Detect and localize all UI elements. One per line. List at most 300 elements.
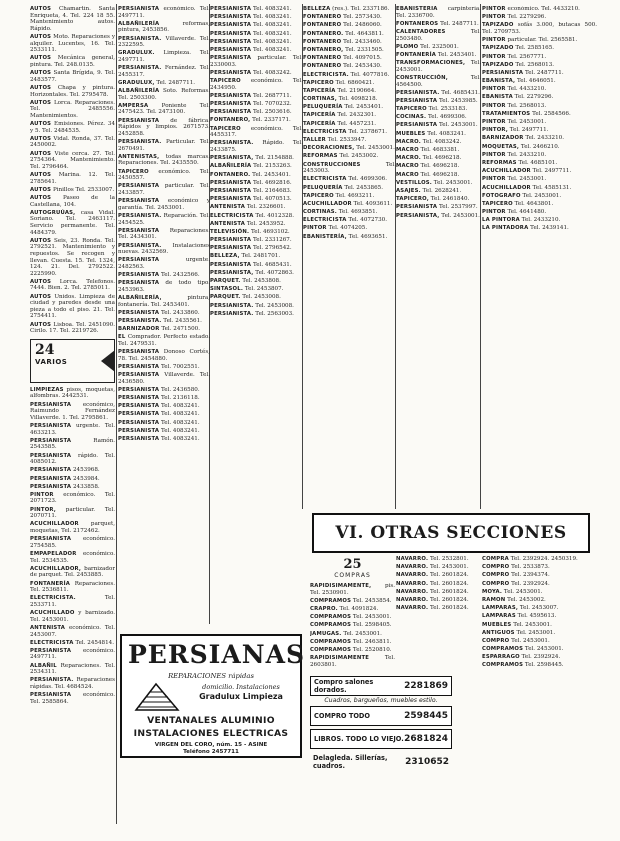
classified-heading: LIMPIEZAS <box>30 386 64 393</box>
classified-text: Tel. 4091824. <box>339 605 379 612</box>
classified-heading: RAPIDISIMAMENTE, <box>310 583 372 589</box>
ad-line: INSTALACIONES ELECTRICAS <box>133 728 289 739</box>
classified-entry <box>482 209 597 216</box>
classified-heading: PERSIANISTA, <box>210 155 254 162</box>
classified-text: Viste cerca. 27. Tel. 2754364. Mantenimiento. Tel. 2796464. <box>30 150 115 170</box>
classified-text: Marina. 12. Tel. 2785641. <box>30 172 115 185</box>
classified-text: Tel. 2532801. <box>429 556 469 562</box>
classified-entry <box>210 140 303 153</box>
classified-text: urgente. Tel. 4633213. <box>30 422 115 436</box>
classified-text: Tel. 2497711. <box>509 127 549 134</box>
classified-entry <box>303 185 396 192</box>
classified-entry <box>482 556 597 563</box>
classified-heading: COMPRO <box>482 564 510 571</box>
classified-text: Tel. 2601824. <box>429 572 469 579</box>
classified-text: Tel. 4696218. <box>422 155 462 162</box>
classified-text: Tel. 2453001. <box>433 179 473 186</box>
classified-heading: PERSIANISTA <box>396 122 438 129</box>
classified-text: Tel. 4083241. <box>427 130 466 137</box>
classified-text: Tel. 2537997. <box>438 204 478 211</box>
classified-entry <box>396 106 481 113</box>
classified-text: Tel. 2453001. <box>356 145 395 152</box>
classified-text: Limpieza. Tel. 2497711. <box>118 50 210 63</box>
classified-text: Tel. 4685431. <box>441 89 480 96</box>
classified-entry <box>118 36 210 49</box>
classified-text: Tel. 2598405. <box>352 622 392 629</box>
classified-text: Tel. 4083241. <box>252 22 292 29</box>
classified-entry <box>482 622 597 629</box>
classified-text: Tel. 2453808. <box>242 278 281 284</box>
classified-entry <box>396 75 481 88</box>
classified-heading: ACUCHILLADOR <box>303 200 352 207</box>
classified-entry <box>210 245 303 252</box>
classified-heading: AUTOS <box>30 99 52 106</box>
classified-text: Tel. 2164683. <box>252 187 292 194</box>
classified-entry <box>303 72 396 79</box>
classified-heading: PINTOR, <box>482 127 508 134</box>
classified-heading: CORTINAS. <box>303 209 337 216</box>
classified-entry <box>482 103 597 110</box>
classified-entry <box>118 139 210 152</box>
classified-entry <box>482 78 597 85</box>
classified-text: Tel. 2435561. <box>163 318 202 324</box>
classified-entry <box>118 411 210 418</box>
classified-entry <box>118 403 210 410</box>
classified-heading: GRADULUX, <box>118 79 155 86</box>
classified-entry <box>482 185 597 192</box>
classified-text: Tel. 2687711. <box>252 92 292 99</box>
classified-entry <box>396 196 481 203</box>
classified-entry <box>310 647 395 654</box>
classified-entry <box>396 172 481 179</box>
classified-text: Tel. 4083241. <box>252 46 292 53</box>
classified-heading: COMPRA <box>482 556 509 562</box>
classified-heading: BARNIZADOR <box>118 326 160 333</box>
classified-text: Tel. 4641480. <box>507 209 547 216</box>
classified-heading: PERSIANISTA <box>482 69 524 76</box>
classified-entry <box>303 217 396 224</box>
classified-text: Tel. 2433860. <box>160 309 200 316</box>
classified-heading: PERSIANISTA, <box>396 212 440 219</box>
classified-entry <box>118 295 210 308</box>
classified-entry <box>482 54 597 61</box>
ad-phone: Teléfono 2457711 <box>183 749 239 755</box>
classified-entry <box>118 272 210 279</box>
classified-heading: FOTOGRAFO <box>482 192 521 199</box>
classified-text: Lisboa. Tel. 2451090. Cirilo. 17. Tel. 2219726. <box>30 321 115 335</box>
classified-heading: PERSIANISTA. <box>210 302 254 309</box>
classified-heading: LAMPARAS <box>482 613 516 620</box>
classified-heading: JAMUGAS. <box>310 630 342 637</box>
classified-entry <box>210 78 303 91</box>
classified-heading: AUTOS <box>30 135 52 142</box>
classified-entry <box>303 22 396 29</box>
classified-entry <box>396 44 481 51</box>
classified-heading: PINTOR <box>482 176 506 183</box>
classified-entry <box>303 234 396 241</box>
classified-text: Tel. 2453001. <box>516 629 556 636</box>
ad-line: VENTANALES ALUMINIO <box>147 715 275 726</box>
classified-heading: FONTANERO <box>303 55 342 62</box>
classified-text: Tel. 4083241. <box>160 419 200 426</box>
classified-entry <box>210 70 303 77</box>
classified-heading: AUTOS <box>30 321 52 328</box>
classified-entry <box>210 253 303 260</box>
classified-text: Tel. 4585131. <box>532 184 572 191</box>
column-rule <box>116 4 117 824</box>
classified-entry <box>396 52 481 59</box>
classified-entry <box>210 270 303 277</box>
classified-entry <box>30 521 115 534</box>
classified-entry <box>482 152 597 159</box>
classified-text: de todo tipo. 2453963. <box>118 280 210 293</box>
classified-heading: TAPIZADO <box>482 22 514 29</box>
classified-entry <box>396 204 481 211</box>
classified-entry <box>482 581 597 588</box>
classified-entry <box>30 640 115 647</box>
classified-text: Tel. 2463811. <box>352 638 392 645</box>
classified-entry <box>482 225 597 232</box>
classified-entry <box>30 402 115 422</box>
classified-heading: ALBAÑIL <box>30 662 57 669</box>
classified-text: Tel. 2453001. <box>352 614 392 621</box>
classified-entry <box>303 14 396 21</box>
box-ad <box>310 706 452 726</box>
classified-entry <box>30 467 115 474</box>
classified-heading: FONTANERÍA <box>30 580 71 587</box>
classified-text: Tel. 2378671. <box>348 128 387 135</box>
classified-text: todas marcas. Reparaciones. Tel. 2435550. <box>118 153 210 167</box>
classified-heading: ALBAÑILERÍA <box>118 20 160 27</box>
classified-text: Reparaciones rápidas. Tel. 4684524. <box>30 677 115 691</box>
classified-entry <box>396 139 481 146</box>
classified-text: Tel. 2453003. <box>303 161 396 175</box>
classified-text: Comprador. Perfecto estado. Tel. 2479531. <box>118 334 210 347</box>
classified-heading: PERSIANISTA. <box>118 318 162 324</box>
classified-entry <box>210 278 303 285</box>
classified-text: Tel. 2432301. <box>337 112 377 119</box>
classified-text: particular. Tel. 2433857. <box>118 183 210 196</box>
classified-text: Tel. 4683381. <box>420 147 460 153</box>
classified-entry <box>396 6 481 19</box>
classified-heading: ELECTRICISTA <box>210 212 254 219</box>
classified-text: Tel. 2453007. <box>519 605 559 612</box>
classified-heading: FONTANERO <box>303 38 342 45</box>
classified-text: económico y garantía. Tel. 2453001. <box>118 198 210 211</box>
section-banner <box>312 513 590 553</box>
classified-entry <box>118 364 210 371</box>
ad-subtitle: REPARACIONES rápidas <box>168 672 254 680</box>
classified-text: Lorca. Reparaciones. Tel. 2485556. Mantenimientos. <box>30 99 115 119</box>
classified-text: Tel. 2466210. <box>520 143 560 150</box>
classified-heading: ANTENISTA <box>210 220 246 227</box>
classified-heading: MUEBLES <box>482 621 512 628</box>
classified-entry <box>396 98 481 105</box>
classified-text: Tel. 4083241. <box>160 427 200 434</box>
classified-heading: MACRO <box>396 163 419 170</box>
classified-entry <box>30 34 115 54</box>
classified-heading: ALBAÑILERÍA, <box>118 295 162 302</box>
classified-heading: PERSIANISTA <box>210 14 252 21</box>
classified-text: Chapa y pintura. Horizontales. Tel. 2795478. <box>30 84 115 98</box>
section-arrow-icon <box>101 350 115 372</box>
classified-entry <box>482 168 597 175</box>
classified-entry <box>118 428 210 435</box>
classified-heading: PERSIANISTA <box>210 55 252 62</box>
classified-entry <box>482 201 597 208</box>
classified-heading: PINTOR <box>30 491 54 498</box>
classified-heading: LA PINTORA <box>482 217 520 224</box>
classified-text: Tel. 4083242. <box>422 138 462 145</box>
classified-entry <box>482 176 597 183</box>
classified-heading: COMPRAMOS <box>310 638 352 645</box>
box-ad-text: Delagleda. Sillerías, cuadros. <box>313 754 388 770</box>
classified-heading: PERSIANISTA <box>30 467 72 474</box>
classified-entry <box>303 47 396 54</box>
classified-entry <box>118 349 210 362</box>
classified-text: Tel. 4685101. <box>518 159 558 166</box>
classified-heading: AUTOS <box>30 70 52 77</box>
classified-heading: REFORMAS <box>303 153 338 160</box>
classified-heading: CORTINAS, <box>303 96 337 103</box>
classified-entry <box>482 638 597 645</box>
classified-entry <box>396 180 481 187</box>
classified-column-4 <box>303 6 396 506</box>
classified-heading: ELECTRICISTA <box>30 639 74 646</box>
classified-text: Reparaciones. Tel. 2534311. <box>30 662 115 676</box>
classified-heading: TAPICERÍA <box>303 120 336 127</box>
classified-text: Ramón. 2543585. <box>30 437 115 451</box>
classified-heading: MACRO. <box>396 138 421 145</box>
classified-column-6 <box>482 6 597 511</box>
classified-heading: NAVARRO. <box>396 580 429 587</box>
classified-entry <box>118 103 210 116</box>
classified-entry <box>482 70 597 77</box>
compras-column-3 <box>482 556 597 786</box>
box-ad <box>310 752 452 772</box>
classified-heading: FONTANERO, <box>210 117 251 124</box>
classified-text: Tel. 2154888. <box>255 155 294 162</box>
classified-heading: PERSIANISTA. <box>118 139 162 146</box>
classified-entry <box>482 605 597 612</box>
classified-entry <box>118 213 210 226</box>
classified-text: Tel. 4072730. <box>348 217 387 224</box>
classified-heading: PERSIANISTA <box>210 46 252 53</box>
classified-entry <box>482 62 597 69</box>
classified-text: Tel. 2603801. <box>310 655 395 668</box>
classified-heading: FONTANERO <box>303 63 342 70</box>
classified-text: de fábrica. Rápidos y limpios. 2671573. 2452858. <box>118 117 210 137</box>
classified-heading: TAPICERO <box>210 78 241 85</box>
classified-heading: PINTOR <box>482 53 506 60</box>
classified-text: Tel. 2433210. <box>507 151 547 158</box>
classified-heading: SINTASOL. <box>210 286 244 293</box>
classified-entry <box>210 117 303 124</box>
classified-heading: GRADULUX. <box>118 50 155 57</box>
classified-text: reformas, pintura, 2453856. <box>118 20 210 34</box>
classified-heading: ESPARRAGO <box>482 654 520 661</box>
classified-entry <box>210 31 303 38</box>
classified-heading: PERSIANISTA, <box>210 269 254 276</box>
classified-heading: TAPICERO <box>303 79 334 86</box>
classified-text: Tel. 2453001. <box>441 212 480 219</box>
classified-entry <box>303 88 396 95</box>
classified-heading: ACUCHILLADOR, <box>30 565 82 572</box>
classified-text: Tel. 2453001. <box>507 119 547 126</box>
classified-entry <box>482 646 597 653</box>
classified-heading: PERSIANISTA <box>118 117 160 124</box>
classified-entry <box>118 372 210 385</box>
classified-text: Particular. Tel. 2670491. <box>118 139 210 152</box>
classified-entry <box>303 176 396 183</box>
classified-text: 2453968. <box>72 467 100 474</box>
classified-heading: ELECTRICISTA <box>303 128 347 135</box>
classified-text: Paseo de la Castellana, 104. <box>30 194 115 208</box>
classified-heading: PERSIANISTA <box>118 227 160 234</box>
classified-text: Tel. 2568013. <box>515 61 555 68</box>
classified-entry <box>210 204 303 211</box>
classified-heading: PINTOR <box>482 86 506 93</box>
classified-entry <box>303 193 396 200</box>
classified-text: Tel. 2486060. <box>343 22 382 29</box>
classified-entry <box>30 453 115 466</box>
classified-heading: FONTANERO <box>303 14 342 21</box>
classified-heading: PERSIANISTA <box>210 69 252 76</box>
classified-heading: PERSIANISTA <box>210 101 252 108</box>
classified-heading: ELECTRICISTA. <box>30 595 76 602</box>
classified-text: Poniente Tel. 2475423. Tel. 2473100. <box>118 102 210 116</box>
classified-entry <box>210 6 303 13</box>
classified-entry <box>482 86 597 93</box>
box-ad-text: LIBROS. TODO LO VIEJO. <box>314 735 404 743</box>
classified-heading: PERSIANISTA <box>210 245 252 252</box>
classified-entry <box>303 63 396 70</box>
classified-entry <box>396 114 481 121</box>
classified-entry <box>118 50 210 63</box>
classified-entry <box>482 217 597 224</box>
classified-heading: TRATAMIENTOS <box>482 110 531 117</box>
classified-entry <box>118 318 210 325</box>
classified-text: barnizador de parquet. Tel. 2453885. <box>30 565 115 579</box>
classified-entry <box>210 22 303 29</box>
classified-text: Tel. 4699306. <box>348 176 387 183</box>
classified-entry <box>30 663 115 676</box>
classified-entry <box>30 423 115 436</box>
classified-text: Tel. 2533873. <box>511 564 550 571</box>
classified-heading: PERSIANISTA <box>210 92 252 99</box>
classified-text: Tel. 2453001. <box>522 192 562 199</box>
classified-entry <box>482 193 597 200</box>
classified-heading: TAPICERO, <box>396 196 429 203</box>
classified-text: Tel. 2533183. <box>428 106 468 113</box>
classified-text: Tel. 2453001. <box>513 621 552 628</box>
blinds-logo-icon <box>130 680 184 714</box>
classified-entry <box>482 37 597 44</box>
classified-heading: PELUQUERÍA <box>303 184 343 191</box>
classified-heading: PERSIANISTA <box>30 422 72 429</box>
classified-heading: PLOMO <box>396 43 419 50</box>
classified-text: económico. Tel. 2453007. <box>30 624 115 638</box>
classified-text: Tel. 2279296. <box>514 94 554 101</box>
classified-text: Tel. 4696218. <box>420 171 460 178</box>
classified-entry <box>482 613 597 620</box>
classified-text: Pinillos Tel. 2533007. <box>52 186 115 193</box>
classified-entry <box>396 572 481 579</box>
classified-heading: PERSIANISTA. <box>118 65 162 72</box>
classified-heading: ELECTRICISTA <box>303 176 347 183</box>
classified-text: Tel. 4074205. <box>328 225 368 232</box>
classified-column-2 <box>118 6 210 636</box>
classified-heading: ANTIGUOS <box>482 629 515 636</box>
ad-subtitle-2: domicilio. Instalaciones <box>202 683 280 691</box>
classified-column-5 <box>396 6 481 506</box>
classified-entry <box>118 420 210 427</box>
classified-text: Tel. 2432566. <box>160 272 200 279</box>
classified-entry <box>482 144 597 151</box>
classified-text: Tel. 4072863. <box>255 269 294 276</box>
classified-entry <box>210 172 303 179</box>
classified-text: Moto. Reparaciones y alquiler. Lucentes, 16. Tel. 2533111. <box>30 33 115 54</box>
classified-text: Tel. 4083241. <box>160 436 200 443</box>
classified-heading: PERSIANISTA <box>30 437 72 444</box>
classified-text: Tel. 4093611. <box>353 200 393 207</box>
classified-text: económico. Tel. 2585864. <box>30 692 115 705</box>
classified-heading: AUTOS <box>30 6 52 12</box>
classified-text: Tel. 4083242. <box>252 69 292 76</box>
classified-entry <box>310 622 395 629</box>
classified-text: Tel. 2279296. <box>507 14 547 21</box>
classified-entry <box>303 162 396 175</box>
classified-text: y barnizado. Tel. 2453001. <box>30 610 115 623</box>
classified-heading: MACRO <box>396 171 419 178</box>
classified-entry <box>210 101 303 108</box>
compras-column <box>310 556 395 674</box>
classified-entry <box>30 492 115 505</box>
classified-entry <box>118 387 210 394</box>
classified-text: Lorca. Telefonos. 7444. Bien. 2. Tel. 2785011. <box>30 278 115 292</box>
classified-entry <box>118 243 210 256</box>
classified-text: Tel. 2453001. <box>438 122 478 129</box>
section-number: 25 <box>343 557 362 572</box>
classified-entry <box>118 65 210 78</box>
classified-entry <box>396 60 481 73</box>
classified-heading: LAMPARAS, <box>482 605 519 612</box>
classified-entry <box>30 210 115 236</box>
classified-heading: PERSIANISTA <box>30 692 72 699</box>
classified-heading: EBANISTERÍA <box>396 6 438 12</box>
classified-entry <box>303 96 396 103</box>
classified-text: Tel. 2394374. <box>511 572 550 579</box>
classified-text: Tel. 2487711. <box>156 79 196 86</box>
classified-entry <box>30 610 115 623</box>
classified-text: Tel. 2453854. <box>352 597 392 604</box>
classified-heading: FONTANERO. <box>210 171 251 178</box>
box-ad-phone: 2681824 <box>404 734 448 744</box>
classified-entry <box>30 536 115 549</box>
classified-entry <box>30 121 115 134</box>
classified-entry <box>30 70 115 83</box>
classified-text: Tel. 2628241. <box>422 187 462 194</box>
classified-text: Tel. 2153263. <box>253 163 292 170</box>
classified-entry <box>482 564 597 571</box>
classified-heading: AUTOS <box>30 84 52 91</box>
classified-heading: PERSIANISTA <box>210 261 252 268</box>
classified-text: Tel. 4070513. <box>252 196 292 203</box>
classified-heading: MACRO. <box>396 155 421 162</box>
section-header-varios <box>30 339 115 383</box>
classified-entry <box>30 476 115 483</box>
classified-entry <box>118 6 210 19</box>
